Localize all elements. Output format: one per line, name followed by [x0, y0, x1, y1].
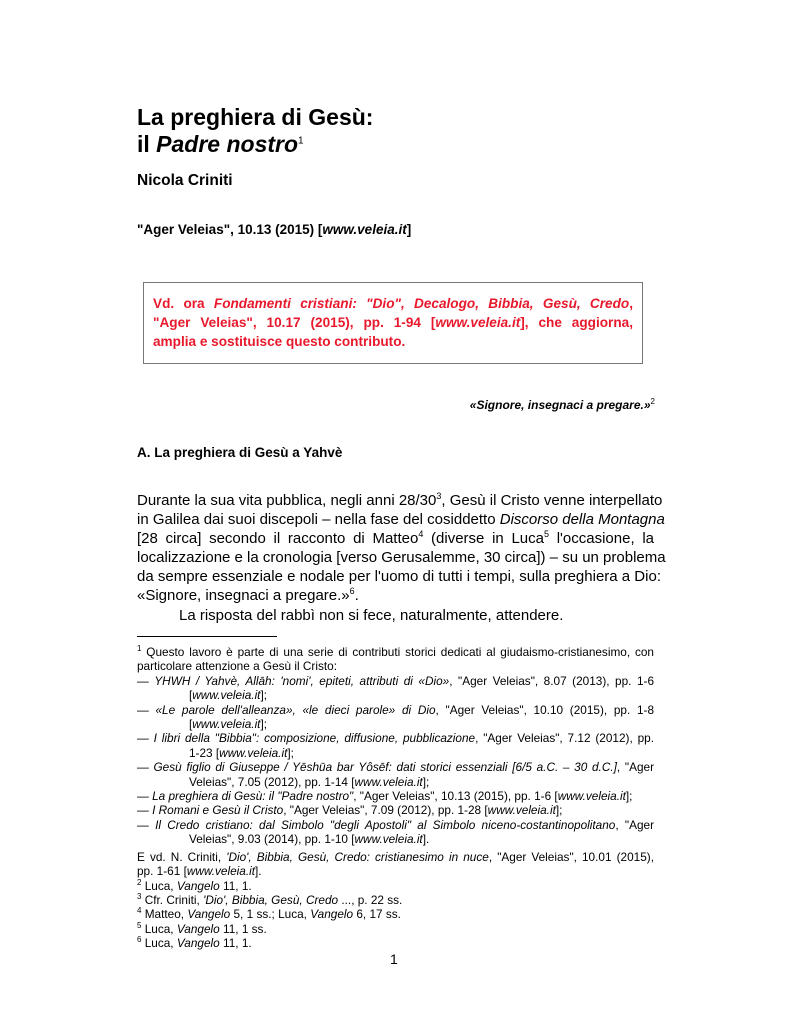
- footnote-separator: [137, 636, 277, 637]
- footnote-text: Luca,: [141, 878, 177, 893]
- body-text: (diverse in Luca: [423, 530, 544, 548]
- footnote-ref-2[interactable]: 2: [650, 397, 655, 406]
- footnote-italic: I libri della "Bibbia": composizione, diffusione, pubblicazione: [153, 731, 476, 746]
- page-number: 1: [390, 951, 398, 967]
- footnote-ref-4[interactable]: 4: [418, 529, 424, 540]
- body-paragraph: [137, 491, 666, 625]
- footnote-ref-6[interactable]: 6: [349, 586, 355, 597]
- footnote-text: Luca,: [141, 936, 177, 951]
- footnote-text: Veleias", 7.05 (2012), pp. 1-14 [: [189, 774, 355, 789]
- epigraph-text: «Signore, insegnaci a pregare.»: [469, 398, 651, 412]
- footnote-item: [137, 803, 654, 817]
- footnote-text: , "Ager: [616, 760, 654, 775]
- footnote-item: [137, 789, 654, 803]
- footnote-dash: —: [137, 789, 153, 804]
- footnote-text: ].: [255, 864, 262, 879]
- footnote-item: [137, 760, 654, 774]
- footnote-link[interactable]: www.veleia.it: [487, 803, 556, 818]
- footnote-text: ];: [260, 717, 268, 732]
- footnote-text: 1-23 [: [189, 745, 220, 760]
- footnote-text: 11, 1 ss.: [219, 921, 267, 936]
- footnote-item: [137, 818, 654, 832]
- notice-title: Fondamenti cristiani: "Dio", Decalogo, Bibbia, Gesù, Credo: [213, 296, 630, 311]
- footnote-text: Questo lavoro è parte di una serie di contributi storici dedicati al giudaismo-cristianesimo, con: [141, 645, 654, 659]
- footnote-italic: YHWH / Yahvè, Allāh: 'nomi', epiteti, attributi di «Dio»: [154, 673, 450, 688]
- body-line-5: da sempre essenziale e nodale per l'uomo di tutti i tempi, sulla preghiera a Dio:: [137, 568, 661, 586]
- notice-text: ,: [629, 296, 633, 311]
- footnote-text: [: [189, 717, 193, 732]
- footnote-dash: —: [137, 673, 155, 688]
- footnote-dash: —: [137, 817, 156, 832]
- notice-text: ], che aggiorna,: [520, 315, 633, 330]
- citation: [137, 222, 411, 237]
- body-text: Durante la sua vita pubblica, negli anni 28/30: [137, 492, 437, 509]
- title-line-2: [137, 131, 373, 158]
- footnote-text: 11, 1.: [219, 878, 252, 893]
- body-text: .: [354, 587, 359, 605]
- footnote-link[interactable]: www.veleia.it: [354, 832, 423, 847]
- footnote-item-cont: [137, 688, 654, 702]
- footnote-1-line-1: [137, 645, 654, 659]
- body-italic: Discorso della Montagna: [499, 511, 665, 529]
- footnote-italic: Vangelo: [310, 907, 354, 922]
- footnote-item-cont: [137, 746, 654, 760]
- footnote-text: pp. 1-61 [: [137, 864, 187, 879]
- footnote-2: [137, 879, 654, 893]
- footnote-evd-line-1: [137, 850, 654, 864]
- footnote-italic: Vangelo: [187, 907, 231, 922]
- footnote-4: [137, 907, 654, 921]
- footnote-ref-1[interactable]: 1: [298, 135, 304, 147]
- footnote-link[interactable]: www.veleia.it: [192, 688, 261, 703]
- footnote-1-line-2: particolare attenzione a Gesù il Cristo:: [137, 659, 337, 674]
- footnote-mark: 3: [137, 891, 142, 901]
- footnote-italic: 'Dio', Bibbia, Gesù, Credo: cristianesimo in nuce: [226, 849, 489, 864]
- notice-link[interactable]: www.veleia.it: [435, 315, 521, 330]
- body-text: «Signore, insegnaci a pregare.»: [137, 587, 350, 605]
- footnote-item-cont: [137, 832, 654, 846]
- footnote-text: , "Ager Veleias", 8.07 (2013), pp. 1-6: [449, 673, 654, 688]
- footnote-text: , "Ager Veleias", 10.13 (2015), pp. 1-6 [: [353, 789, 558, 804]
- body-text: l'occasione, la: [549, 530, 654, 548]
- title-line-1: La preghiera di Gesù:: [137, 104, 374, 130]
- footnote-text: ];: [422, 774, 430, 789]
- footnote-link[interactable]: www.veleia.it: [557, 789, 626, 804]
- footnote-ref-5[interactable]: 5: [544, 529, 550, 540]
- footnote-italic: Vangelo: [176, 936, 220, 951]
- citation-prefix: "Ager Veleias", 10.13 (2015) [: [137, 222, 323, 237]
- footnote-text: , "Ager Veleias", 10.01 (2015),: [488, 849, 654, 864]
- update-notice-box: [143, 282, 643, 364]
- footnote-mark: 4: [137, 906, 142, 916]
- footnote-italic: «Le parole dell'alleanza», «le dieci parole» di Dio: [155, 702, 436, 717]
- footnote-text: ];: [555, 803, 563, 818]
- author-name: Nicola Criniti: [137, 172, 233, 189]
- footnote-text: , "Ager Veleias", 10.10 (2015), pp. 1-8: [435, 702, 655, 717]
- footnote-dash: —: [137, 803, 153, 818]
- footnote-italic: Vangelo: [176, 921, 220, 936]
- footnote-6: [137, 936, 654, 950]
- footnote-text: E vd. N. Criniti,: [137, 849, 227, 864]
- footnote-link[interactable]: www.veleia.it: [354, 774, 423, 789]
- footnote-mark: 1: [137, 644, 142, 654]
- footnote-text: ];: [625, 789, 633, 804]
- notice-line-3: amplia e sostituisce questo contributo.: [153, 334, 406, 349]
- footnote-item: [137, 674, 654, 688]
- footnote-item-cont: [137, 775, 654, 789]
- footnote-text: ..., p. 22 ss.: [338, 892, 403, 907]
- footnote-ref-3[interactable]: 3: [436, 491, 442, 501]
- footnote-link[interactable]: www.veleia.it: [186, 864, 256, 879]
- footnote-italic: Gesù figlio di Giuseppe / Yēshūa bar Yôsēf: dati storici essenziali [6/5 a.C. – 30 d.C.]: [153, 760, 617, 775]
- footnote-item: [137, 731, 654, 745]
- body-line-3: [137, 529, 654, 548]
- body-line-2: [137, 510, 665, 529]
- footnote-text: 5, 1 ss.; Luca,: [230, 907, 311, 922]
- footnote-italic: Vangelo: [176, 878, 220, 893]
- footnote-text: ].: [422, 832, 430, 847]
- footnote-mark: 5: [137, 920, 142, 930]
- footnote-italic: 'Dio', Bibbia, Gesù, Credo: [203, 892, 339, 907]
- footnote-text: ];: [260, 688, 268, 703]
- footnote-item: [137, 703, 654, 717]
- footnote-dash: —: [137, 731, 154, 746]
- title-italic: Padre nostro: [156, 131, 299, 157]
- footnote-mark: 6: [137, 935, 142, 945]
- footnote-5: [137, 922, 654, 936]
- footnote-text: 6, 17 ss.: [353, 907, 401, 922]
- footnote-italic: La preghiera di Gesù: il "Padre nostro": [152, 789, 354, 804]
- body-line-7: La risposta del rabbì non si fece, naturalmente, attendere.: [179, 606, 564, 624]
- footnote-3: [137, 893, 654, 907]
- footnote-mark: 2: [137, 877, 142, 887]
- body-text: , Gesù il Cristo venne interpellato: [441, 492, 663, 509]
- notice-line-2: [153, 313, 633, 332]
- footnote-text: , "Ager: [615, 817, 654, 832]
- body-line-6: [137, 586, 654, 605]
- body-text: [28 circa] secondo il racconto di Matteo: [137, 530, 419, 548]
- footnote-dash: —: [137, 760, 154, 775]
- footnote-text: Cfr. Criniti,: [141, 892, 204, 907]
- citation-suffix: ]: [406, 222, 412, 237]
- epigraph: [470, 397, 655, 412]
- section-heading: A. La preghiera di Gesù a Yahvè: [137, 445, 343, 460]
- body-line-1: [137, 491, 663, 510]
- footnote-link[interactable]: www.veleia.it: [192, 717, 261, 732]
- footnote-text: , "Ager Veleias", 7.09 (2012), pp. 1-28 [: [283, 803, 488, 818]
- body-line-4: localizzazione e la cronologia [verso Gerusalemme, 30 circa]) – su un problema: [137, 549, 666, 567]
- footnote-text: 11, 1.: [219, 936, 252, 951]
- title-prefix: il: [137, 131, 157, 157]
- document-title: [137, 104, 373, 158]
- footnote-text: ];: [287, 745, 294, 760]
- footnote-text: Luca,: [141, 921, 177, 936]
- notice-text: "Ager Veleias", 10.17 (2015), pp. 1-94 [: [153, 315, 436, 330]
- notice-text: Vd. ora: [153, 296, 214, 311]
- footnote-italic: I Romani e Gesù il Cristo: [152, 803, 284, 818]
- footnote-evd-line-2: [137, 864, 654, 878]
- footnote-text: , "Ager Veleias", 7.12 (2012), pp.: [475, 731, 655, 746]
- footnote-italic: Il Credo cristiano: dal Simbolo "degli Apostoli" al Simbolo niceno-costantinopolitano: [155, 817, 616, 832]
- footnote-text: Matteo,: [141, 907, 188, 922]
- footnote-item-cont: [137, 717, 654, 731]
- body-text: in Galilea dai suoi discepoli – nella fase del cosiddetto: [137, 511, 500, 529]
- footnotes: [137, 645, 654, 951]
- footnote-dash: —: [137, 702, 156, 717]
- footnote-text: [: [189, 688, 193, 703]
- citation-link[interactable]: www.veleia.it: [322, 222, 407, 237]
- footnote-text: Veleias", 9.03 (2014), pp. 1-10 [: [189, 832, 355, 847]
- notice-line-1: [153, 294, 633, 313]
- footnote-link[interactable]: www.veleia.it: [219, 745, 288, 760]
